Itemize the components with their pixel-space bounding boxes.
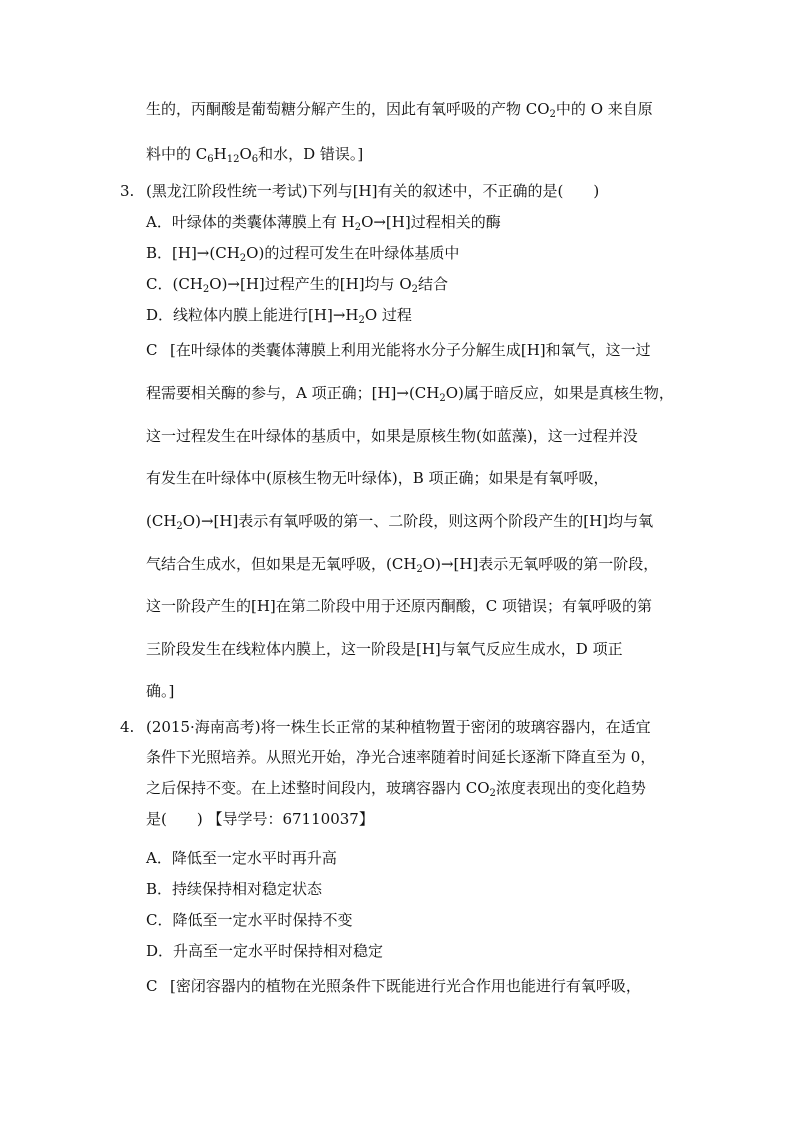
question-3-explanation-line-9: 确。]	[146, 682, 175, 700]
question-3-option-a: A．叶绿体的类囊体薄膜上有 $H_2O\to[H]$过程相关的酶	[146, 213, 501, 233]
question-3-option-d: D．线粒体内膜上能进行$[H]\to H_2O$ 过程	[146, 306, 412, 326]
question-3-explanation-line-1: [在叶绿体的类囊体薄膜上利用光能将水分子分解生成[H]和氧气，这一过	[170, 341, 651, 359]
question-4-answer: C	[146, 977, 158, 995]
question-3-option-b: B．$[H]\to(CH_2O)$的过程可发生在叶绿体基质中	[146, 244, 460, 264]
question-3-explanation-line-7: 这一阶段产生的[H]在第二阶段中用于还原丙酮酸，C 项错误；有氧呼吸的第	[146, 597, 653, 615]
question-4-stem-line-4: 是( ) 【导学号：67110037】	[146, 810, 374, 828]
question-4-stem-line-2: 条件下光照培养。从照光开始，净光合速率随着时间延长逐渐下降直至为 0，	[146, 748, 656, 766]
question-3-explanation-line-6: 气结合生成水，但如果是无氧呼吸，$(CH_2O)\to[H]$表示无氧呼吸的第一阶段，	[146, 555, 659, 575]
question-4-stem-line-1: (2015·海南高考)将一株生长正常的某种植物置于密闭的玻璃容器内，在适宜	[146, 718, 651, 736]
question-4-stem-line-3: 之后保持不变。在上述整时间段内，玻璃容器内 $CO_2$浓度表现出的变化趋势	[146, 779, 646, 799]
question-4-option-d: D．升高至一定水平时保持相对稳定	[146, 942, 384, 960]
question-3-explanation-line-2: 程需要相关酶的参与，A 项正确；$[H]\to(CH_2O)$属于暗反应，如果是真核生物，	[146, 384, 674, 404]
question-4-number: 4.	[120, 718, 135, 736]
question-3-number: 3.	[120, 182, 135, 200]
question-3-option-c: C．$(CH_2O)\to[H]$过程产生的[H]均与 $O_2$结合	[146, 275, 449, 295]
question-4-option-b: B．持续保持相对稳定状态	[146, 880, 323, 898]
question-3-answer: C	[146, 341, 158, 359]
question-4-option-a: A．降低至一定水平时再升高	[146, 849, 337, 867]
question-3-explanation-line-4: 有发生在叶绿体中(原核生物无叶绿体)，B 项正确；如果是有氧呼吸，	[146, 469, 609, 487]
question-3-explanation-line-3: 这一过程发生在叶绿体的基质中，如果是原核生物(如蓝藻)，这一过程并没	[146, 427, 638, 445]
continuation-line-2: 料中的 $C_6H_{12}O_6$和水，D 错误。]	[146, 145, 364, 165]
question-3-stem: (黑龙江阶段性统一考试)下列与[H]有关的叙述中，不正确的是( )	[146, 182, 600, 200]
question-4-option-c: C．降低至一定水平时保持不变	[146, 911, 353, 929]
continuation-line-1: 生的，丙酮酸是葡萄糖分解产生的，因此有氧呼吸的产物 $CO_2$中的 O 来自原	[146, 100, 653, 120]
question-3-explanation-line-8: 三阶段发生在线粒体内膜上，这一阶段是[H]与氧气反应生成水，D 项正	[146, 640, 623, 658]
question-4-explanation-line-1: [密闭容器内的植物在光照条件下既能进行光合作用也能进行有氧呼吸，	[170, 977, 641, 995]
question-3-explanation-line-5: $(CH_2O)\to[H]$表示有氧呼吸的第一、二阶段，则这两个阶段产生的[H]均与氧	[146, 512, 654, 532]
